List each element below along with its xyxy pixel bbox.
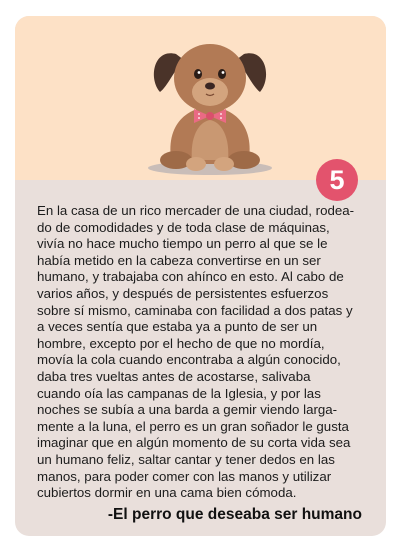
page-number-badge: 5: [316, 159, 358, 201]
story-card: [15, 16, 386, 536]
puppy-with-bowtie-icon: [140, 26, 280, 176]
story-text: En la casa de un rico mercader de una ciudad, rodea- do de comodidades y de toda clase de máquinas, vivía no hace mucho tiempo un perro al que se le había metido en la cabeza convertirse en un ser humano, y trabajaba con ahínco en esto. Al cabo de varios años, y después de persistentes esfuerzos sobre sí mismo, caminaba con facilidad a dos patas y a veces sentía que estaba ya a punto de ser un hombre, excepto por el hecho de que no mordía, movía la cola cuando encontraba a algún conocido, daba tres vueltas antes de acostarse, salivaba cuando oía las campanas de la Iglesia, y por las noches se subía a una barda a gemir viendo larga- mente a la luna, el perro es un gran soñador le gusta imaginar que en algún momento de su corta vida sea un humano feliz, saltar cantar y tener dedos en las manos, para poder comer con las manos y utilizar cubiertos dormir en una cama bien cómoda.: [37, 203, 355, 501]
story-title: -El perro que deseaba ser humano: [107, 506, 362, 523]
